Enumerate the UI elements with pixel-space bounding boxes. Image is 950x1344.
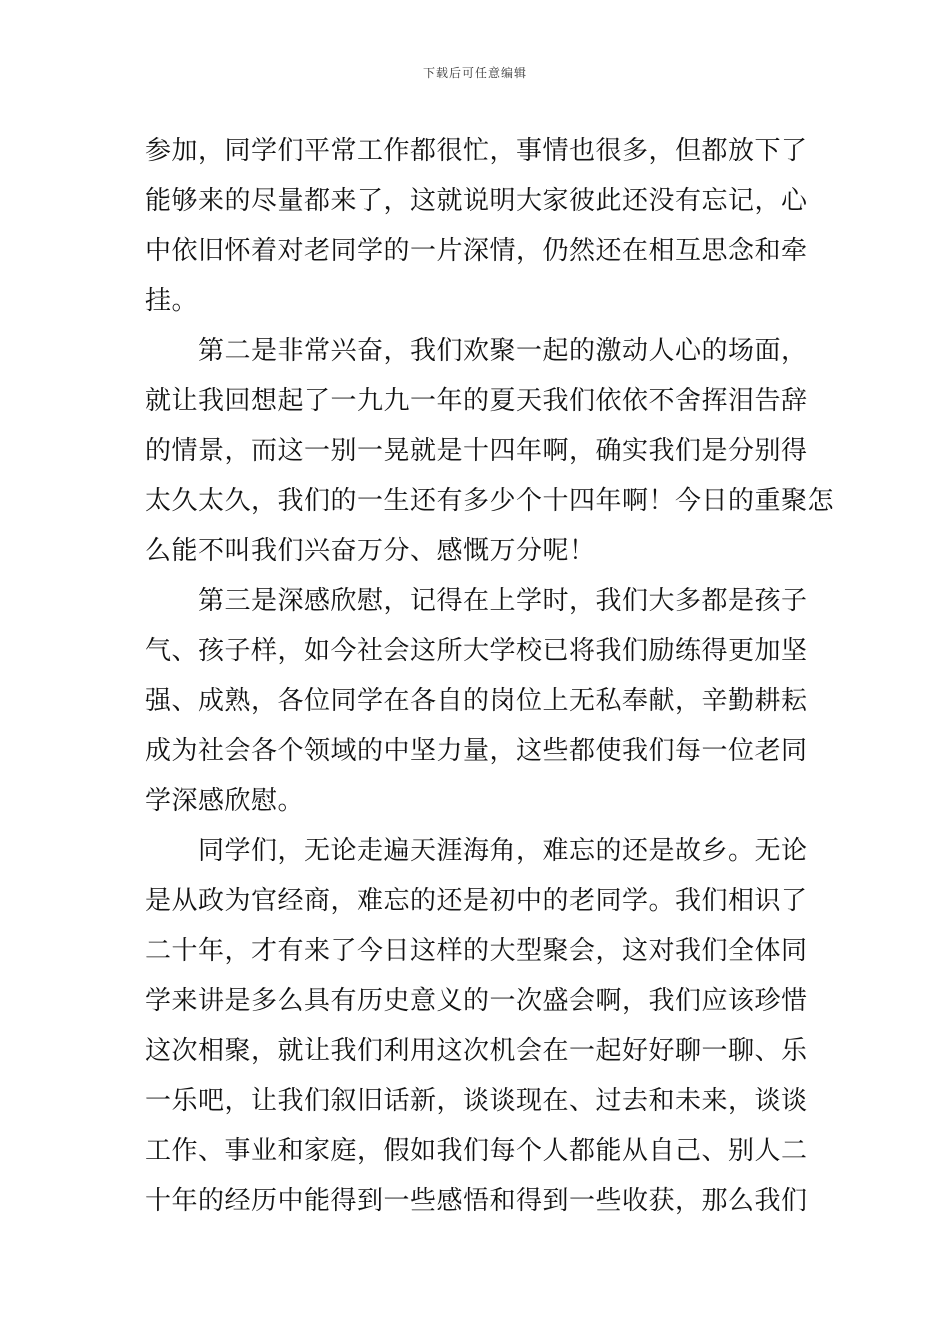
text-line: 就让我回想起了一九九一年的夏天我们依依不舍挥泪告辞 <box>145 386 808 416</box>
text-line: 么能不叫我们兴奋万分、感慨万分呢！ <box>145 536 596 566</box>
text-line: 第二是非常兴奋，我们欢聚一起的激动人心的场面， <box>145 336 808 366</box>
document-body <box>145 126 835 1226</box>
text-line: 学来讲是多么具有历史意义的一次盛会啊，我们应该珍惜 <box>145 986 808 1016</box>
text-line: 学深感欣慰。 <box>145 786 305 816</box>
text-line: 太久太久，我们的一生还有多少个十四年啊！今日的重聚怎 <box>145 486 835 516</box>
text-line: 工作、事业和家庭，假如我们每个人都能从自己、别人二 <box>145 1136 808 1166</box>
text-line: 同学们，无论走遍天涯海角，难忘的还是故乡。无论 <box>145 836 808 866</box>
paragraph-1 <box>145 126 810 326</box>
text-line: 参加，同学们平常工作都很忙，事情也很多，但都放下了 <box>145 136 808 166</box>
paragraph-2 <box>145 326 835 576</box>
text-line: 一乐吧，让我们叙旧话新，谈谈现在、过去和未来，谈谈 <box>145 1086 808 1116</box>
paragraph-3 <box>145 576 810 826</box>
text-line: 的情景，而这一别一晃就是十四年啊，确实我们是分别得 <box>145 436 808 466</box>
text-line: 十年的经历中能得到一些感悟和得到一些收获，那么我们 <box>145 1186 808 1216</box>
text-line: 挂。 <box>145 286 199 316</box>
text-line: 第三是深感欣慰，记得在上学时，我们大多都是孩子 <box>145 586 808 616</box>
text-line: 这次相聚，就让我们利用这次机会在一起好好聊一聊、乐 <box>145 1036 808 1066</box>
text-line: 气、孩子样，如今社会这所大学校已将我们励练得更加坚 <box>145 636 808 666</box>
text-line: 强、成熟，各位同学在各自的岗位上无私奉献，辛勤耕耘 <box>145 686 808 716</box>
text-line: 是从政为官经商，难忘的还是初中的老同学。我们相识了 <box>145 886 808 916</box>
page-header: 下载后可任意编辑 <box>422 66 527 80</box>
text-line: 能够来的尽量都来了，这就说明大家彼此还没有忘记，心 <box>145 186 808 216</box>
text-line: 中依旧怀着对老同学的一片深情，仍然还在相互思念和牵 <box>145 236 808 266</box>
text-line: 成为社会各个领域的中坚力量，这些都使我们每一位老同 <box>145 736 808 766</box>
paragraph-4 <box>145 826 810 1226</box>
text-line: 二十年，才有来了今日这样的大型聚会，这对我们全体同 <box>145 936 808 966</box>
